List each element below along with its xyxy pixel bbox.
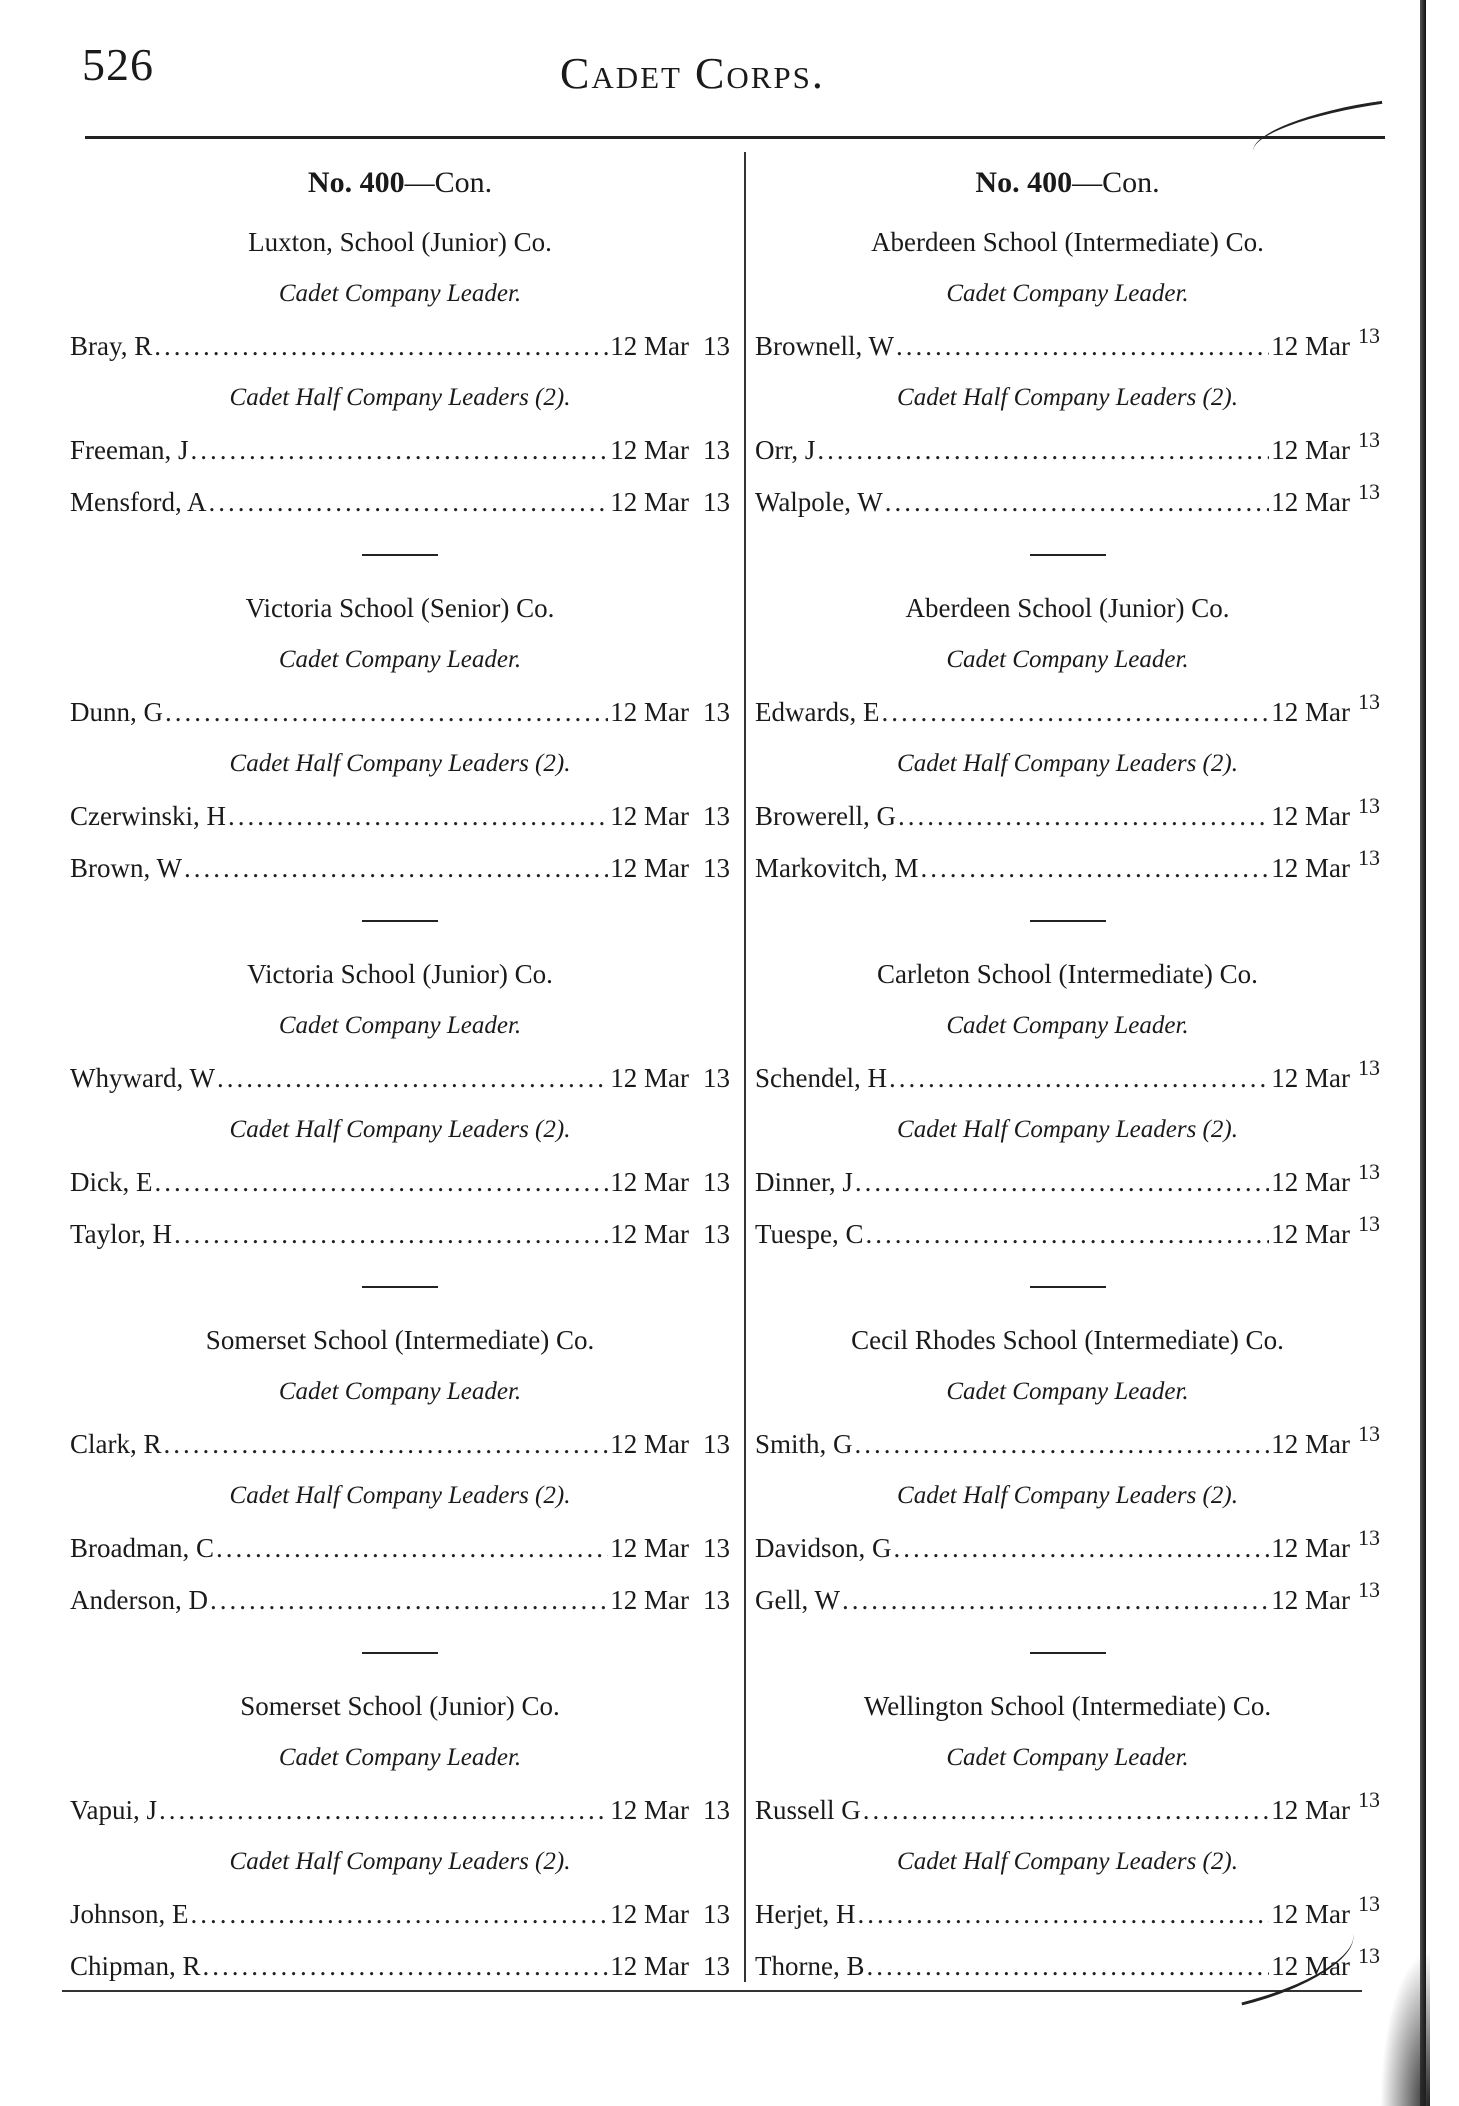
officer-entry bbox=[755, 476, 1380, 528]
leader-dots bbox=[174, 1208, 608, 1260]
column-heading bbox=[755, 166, 1380, 206]
appointment-date: 12 Mar bbox=[1271, 1795, 1350, 1825]
officer-entry bbox=[755, 1784, 1380, 1836]
appointment-date: 12 Mar bbox=[610, 853, 689, 883]
officer-entry bbox=[755, 790, 1380, 842]
appointment-year: 13 bbox=[703, 1795, 730, 1825]
officer-name: Browerell, G bbox=[755, 801, 896, 831]
officer-name: Anderson, D bbox=[70, 1585, 208, 1615]
leader-role-heading: Cadet Company Leader. bbox=[278, 1744, 522, 1771]
officer-name: Gell, W bbox=[755, 1585, 840, 1615]
appointment-year: 13 bbox=[703, 1533, 730, 1563]
company-section bbox=[755, 1314, 1380, 1654]
section-separator bbox=[362, 554, 438, 556]
heading-continued: —Con. bbox=[1072, 166, 1160, 199]
leader-role-heading: Cadet Company Leader. bbox=[946, 646, 1189, 673]
leader-dots bbox=[866, 1940, 1269, 1992]
appointment-year: 13 bbox=[703, 1219, 730, 1249]
leader-dots bbox=[154, 1156, 608, 1208]
leader-dots bbox=[159, 1784, 608, 1836]
appointment-year: 13 bbox=[703, 435, 730, 465]
leader-role-heading: Cadet Company Leader. bbox=[946, 1744, 1189, 1771]
school-company-name: Cecil Rhodes School (Intermediate) Co. bbox=[851, 1325, 1284, 1355]
section-separator bbox=[362, 920, 438, 922]
officer-name: Smith, G bbox=[755, 1429, 853, 1459]
left-column bbox=[70, 160, 730, 1992]
officer-entry bbox=[70, 1052, 730, 1104]
officer-entry bbox=[755, 320, 1380, 372]
right-column bbox=[755, 160, 1380, 1992]
officer-entry bbox=[755, 1522, 1380, 1574]
page-corner-shadow bbox=[1380, 1950, 1430, 2106]
half-leader-role-heading: Cadet Half Company Leaders (2). bbox=[897, 1482, 1238, 1509]
officer-entry bbox=[755, 1156, 1380, 1208]
heading-number: No. 400 bbox=[975, 166, 1073, 199]
officer-entry bbox=[755, 1418, 1380, 1470]
officer-entry bbox=[755, 686, 1380, 738]
appointment-year: 13 bbox=[703, 331, 730, 361]
half-leader-role-heading: Cadet Half Company Leaders (2). bbox=[229, 384, 571, 411]
leader-dots bbox=[898, 790, 1269, 842]
section-separator bbox=[1030, 1286, 1106, 1288]
appointment-date: 12 Mar bbox=[610, 1585, 689, 1615]
company-section bbox=[70, 1680, 730, 1992]
appointment-date: 12 Mar bbox=[1271, 1063, 1350, 1093]
half-leader-role-heading: Cadet Half Company Leaders (2). bbox=[897, 384, 1238, 411]
appointment-date: 12 Mar bbox=[1271, 1533, 1350, 1563]
officer-name: Herjet, H bbox=[755, 1899, 856, 1929]
officer-entry bbox=[70, 686, 730, 738]
officer-name: Thorne, B bbox=[755, 1951, 865, 1981]
school-company-name: Somerset School (Intermediate) Co. bbox=[205, 1325, 595, 1355]
officer-name: Czerwinski, H bbox=[70, 801, 226, 831]
section-separator bbox=[362, 1286, 438, 1288]
appointment-year: 13 bbox=[1358, 1159, 1380, 1184]
leader-dots bbox=[881, 686, 1269, 738]
running-head: Cadet Corps. bbox=[560, 49, 825, 98]
officer-entry bbox=[70, 1888, 730, 1940]
officer-entry bbox=[70, 842, 730, 894]
leader-dots bbox=[191, 1888, 609, 1940]
leader-dots bbox=[164, 1418, 609, 1470]
column-heading bbox=[70, 166, 730, 206]
appointment-date: 12 Mar bbox=[1271, 1167, 1350, 1197]
school-company-name: Somerset School (Junior) Co. bbox=[240, 1691, 560, 1721]
leader-role-heading: Cadet Company Leader. bbox=[946, 1378, 1189, 1405]
appointment-date: 12 Mar bbox=[1271, 331, 1350, 361]
officer-name: Broadman, C bbox=[70, 1533, 214, 1563]
header-rule bbox=[85, 136, 1385, 139]
officer-name: Bray, R bbox=[70, 331, 153, 361]
leader-dots bbox=[209, 476, 609, 528]
appointment-year: 13 bbox=[1358, 1525, 1380, 1550]
leader-dots bbox=[920, 842, 1269, 894]
leader-dots bbox=[863, 1784, 1270, 1836]
appointment-year: 13 bbox=[1358, 845, 1380, 870]
officer-name: Davidson, G bbox=[755, 1533, 892, 1563]
officer-name: Edwards, E bbox=[755, 697, 880, 727]
leader-dots bbox=[210, 1574, 608, 1626]
leader-dots bbox=[154, 320, 608, 372]
header-rule-flourish bbox=[1248, 101, 1386, 152]
leader-dots bbox=[190, 424, 608, 476]
leader-role-heading: Cadet Company Leader. bbox=[278, 280, 522, 307]
officer-name: Clark, R bbox=[70, 1429, 162, 1459]
appointment-year: 13 bbox=[703, 1063, 730, 1093]
company-section bbox=[70, 582, 730, 922]
leader-dots bbox=[855, 1156, 1269, 1208]
appointment-year: 13 bbox=[703, 697, 730, 727]
leader-dots bbox=[842, 1574, 1269, 1626]
officer-entry bbox=[755, 1574, 1380, 1626]
section-list bbox=[70, 216, 730, 1992]
school-company-name: Carleton School (Intermediate) Co. bbox=[877, 959, 1258, 989]
appointment-date: 12 Mar bbox=[1271, 487, 1350, 517]
leader-dots bbox=[217, 1052, 608, 1104]
leader-dots bbox=[885, 476, 1269, 528]
appointment-date: 12 Mar bbox=[610, 1951, 689, 1981]
appointment-year: 13 bbox=[1358, 1055, 1380, 1080]
leader-dots bbox=[817, 424, 1269, 476]
column-divider bbox=[744, 152, 746, 1982]
appointment-year: 13 bbox=[1358, 1577, 1380, 1602]
appointment-year: 13 bbox=[1358, 689, 1380, 714]
company-section bbox=[70, 216, 730, 556]
officer-name: Dick, E bbox=[70, 1167, 153, 1197]
officer-entry bbox=[70, 1940, 730, 1992]
appointment-date: 12 Mar bbox=[1271, 1951, 1350, 1981]
officer-name: Freeman, J bbox=[70, 435, 189, 465]
half-leader-role-heading: Cadet Half Company Leaders (2). bbox=[229, 1116, 571, 1143]
leader-role-heading: Cadet Company Leader. bbox=[946, 1012, 1189, 1039]
officer-name: Johnson, E bbox=[70, 1899, 189, 1929]
officer-entry bbox=[70, 1522, 730, 1574]
appointment-date: 12 Mar bbox=[1271, 1219, 1350, 1249]
officer-entry bbox=[755, 842, 1380, 894]
leader-dots bbox=[216, 1522, 608, 1574]
appointment-date: 12 Mar bbox=[1271, 1899, 1350, 1929]
officer-name: Russell G bbox=[755, 1795, 861, 1825]
half-leader-role-heading: Cadet Half Company Leaders (2). bbox=[897, 1848, 1238, 1875]
officer-name: Chipman, R bbox=[70, 1951, 201, 1981]
school-company-name: Victoria School (Senior) Co. bbox=[245, 593, 555, 623]
leader-dots bbox=[857, 1888, 1269, 1940]
officer-name: Dinner, J bbox=[755, 1167, 853, 1197]
officer-entry bbox=[70, 424, 730, 476]
officer-name: Dunn, G bbox=[70, 697, 163, 727]
officer-entry bbox=[755, 1940, 1380, 1992]
officer-entry bbox=[755, 1208, 1380, 1260]
appointment-year: 13 bbox=[703, 801, 730, 831]
leader-dots bbox=[203, 1940, 609, 1992]
officer-name: Markovitch, M bbox=[755, 853, 919, 883]
school-company-name: Wellington School (Intermediate) Co. bbox=[863, 1691, 1272, 1721]
section-separator bbox=[1030, 554, 1106, 556]
half-leader-role-heading: Cadet Half Company Leaders (2). bbox=[229, 1848, 571, 1875]
half-leader-role-heading: Cadet Half Company Leaders (2). bbox=[897, 750, 1238, 777]
appointment-year: 13 bbox=[703, 1585, 730, 1615]
officer-name: Mensford, A bbox=[70, 487, 207, 517]
section-list bbox=[755, 216, 1380, 1992]
officer-entry bbox=[755, 1052, 1380, 1104]
appointment-year: 13 bbox=[1358, 479, 1380, 504]
appointment-year: 13 bbox=[1358, 427, 1380, 452]
appointment-date: 12 Mar bbox=[610, 1533, 689, 1563]
appointment-year: 13 bbox=[1358, 1211, 1380, 1236]
appointment-date: 12 Mar bbox=[610, 487, 689, 517]
appointment-year: 13 bbox=[703, 1167, 730, 1197]
appointment-date: 12 Mar bbox=[610, 1167, 689, 1197]
appointment-date: 12 Mar bbox=[1271, 801, 1350, 831]
leader-role-heading: Cadet Company Leader. bbox=[278, 646, 522, 673]
leader-role-heading: Cadet Company Leader. bbox=[946, 280, 1189, 307]
appointment-date: 12 Mar bbox=[610, 1063, 689, 1093]
company-section bbox=[70, 948, 730, 1288]
leader-dots bbox=[866, 1208, 1270, 1260]
officer-entry bbox=[70, 320, 730, 372]
appointment-date: 12 Mar bbox=[610, 697, 689, 727]
leader-dots bbox=[896, 320, 1269, 372]
appointment-date: 12 Mar bbox=[610, 1219, 689, 1249]
school-company-name: Aberdeen School (Intermediate) Co. bbox=[871, 227, 1264, 257]
appointment-date: 12 Mar bbox=[1271, 697, 1350, 727]
page-binding-edge bbox=[1420, 0, 1426, 2106]
half-leader-role-heading: Cadet Half Company Leaders (2). bbox=[897, 1116, 1238, 1143]
appointment-date: 12 Mar bbox=[610, 801, 689, 831]
section-separator bbox=[1030, 1652, 1106, 1654]
appointment-year: 13 bbox=[703, 1899, 730, 1929]
officer-entry bbox=[70, 1208, 730, 1260]
officer-entry bbox=[70, 1784, 730, 1836]
officer-name: Vapui, J bbox=[70, 1795, 157, 1825]
heading-continued: —Con. bbox=[404, 166, 493, 199]
company-section bbox=[755, 582, 1380, 922]
leader-dots bbox=[894, 1522, 1270, 1574]
officer-name: Brown, W bbox=[70, 853, 182, 883]
leader-dots bbox=[165, 686, 608, 738]
page-number: 526 bbox=[82, 39, 154, 90]
appointment-date: 12 Mar bbox=[610, 331, 689, 361]
appointment-year: 13 bbox=[703, 853, 730, 883]
half-leader-role-heading: Cadet Half Company Leaders (2). bbox=[229, 1482, 571, 1509]
leader-dots bbox=[889, 1052, 1269, 1104]
section-separator bbox=[1030, 920, 1106, 922]
company-section bbox=[70, 1314, 730, 1654]
leader-dots bbox=[184, 842, 608, 894]
appointment-year: 13 bbox=[1358, 1421, 1380, 1446]
school-company-name: Aberdeen School (Junior) Co. bbox=[905, 593, 1230, 623]
appointment-date: 12 Mar bbox=[610, 1795, 689, 1825]
appointment-year: 13 bbox=[1358, 323, 1380, 348]
appointment-date: 12 Mar bbox=[610, 1899, 689, 1929]
heading-number: No. 400 bbox=[307, 166, 405, 199]
appointment-date: 12 Mar bbox=[1271, 1585, 1350, 1615]
appointment-year: 13 bbox=[703, 1951, 730, 1981]
officer-name: Brownell, W bbox=[755, 331, 894, 361]
appointment-year: 13 bbox=[1358, 1943, 1380, 1968]
officer-entry bbox=[70, 1574, 730, 1626]
company-section bbox=[755, 216, 1380, 556]
appointment-date: 12 Mar bbox=[1271, 435, 1350, 465]
half-leader-role-heading: Cadet Half Company Leaders (2). bbox=[229, 750, 571, 777]
officer-entry bbox=[70, 790, 730, 842]
section-separator bbox=[362, 1652, 438, 1654]
appointment-year: 13 bbox=[703, 487, 730, 517]
officer-name: Walpole, W bbox=[755, 487, 883, 517]
leader-role-heading: Cadet Company Leader. bbox=[278, 1012, 522, 1039]
officer-entry bbox=[70, 1156, 730, 1208]
school-company-name: Luxton, School (Junior) Co. bbox=[248, 227, 552, 257]
company-section bbox=[755, 948, 1380, 1288]
officer-name: Schendel, H bbox=[755, 1063, 887, 1093]
officer-entry bbox=[70, 1418, 730, 1470]
officer-name: Taylor, H bbox=[70, 1219, 173, 1249]
appointment-date: 12 Mar bbox=[1271, 853, 1350, 883]
officer-entry bbox=[755, 1888, 1380, 1940]
appointment-date: 12 Mar bbox=[1271, 1429, 1350, 1459]
appointment-year: 13 bbox=[703, 1429, 730, 1459]
appointment-date: 12 Mar bbox=[610, 435, 689, 465]
officer-entry bbox=[755, 424, 1380, 476]
leader-dots bbox=[228, 790, 608, 842]
officer-entry bbox=[70, 476, 730, 528]
officer-name: Whyward, W bbox=[70, 1063, 215, 1093]
leader-dots bbox=[855, 1418, 1270, 1470]
appointment-year: 13 bbox=[1358, 793, 1380, 818]
officer-name: Orr, J bbox=[755, 435, 816, 465]
appointment-year: 13 bbox=[1358, 1891, 1380, 1916]
appointment-date: 12 Mar bbox=[610, 1429, 689, 1459]
officer-name: Tuespe, C bbox=[755, 1219, 864, 1249]
company-section bbox=[755, 1680, 1380, 1992]
school-company-name: Victoria School (Junior) Co. bbox=[247, 959, 553, 989]
leader-role-heading: Cadet Company Leader. bbox=[278, 1378, 522, 1405]
appointment-year: 13 bbox=[1358, 1787, 1380, 1812]
